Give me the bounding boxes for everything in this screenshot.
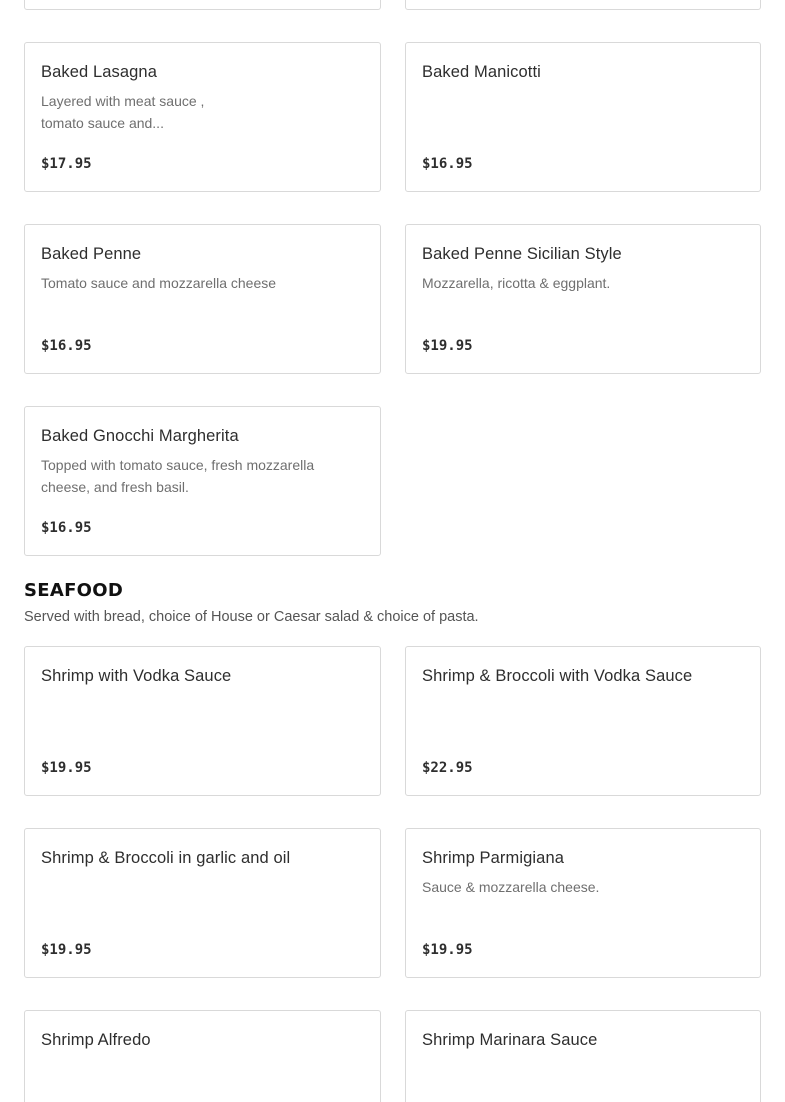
- menu-item-card-partial[interactable]: [405, 0, 761, 10]
- menu-item-name: Baked Gnocchi Margherita: [41, 427, 239, 445]
- menu-item-name: Baked Manicotti: [422, 63, 541, 81]
- menu-item-description: Layered with meat sauce , tomato sauce and...: [41, 93, 205, 131]
- menu-item-name: Shrimp & Broccoli with Vodka Sauce: [422, 667, 693, 685]
- menu-item-price: $19.95: [422, 338, 473, 354]
- menu-item-name: Shrimp & Broccoli in garlic and oil: [41, 849, 291, 867]
- menu-item-card[interactable]: [24, 406, 381, 556]
- menu-item-card[interactable]: [24, 224, 381, 374]
- section-subtitle: Served with bread, choice of House or Caesar salad & choice of pasta.: [24, 609, 479, 625]
- menu-item-card[interactable]: [405, 1010, 761, 1102]
- menu-item-description: Sauce & mozzarella cheese.: [422, 879, 600, 895]
- menu-item-card[interactable]: [405, 42, 761, 192]
- menu-item-card[interactable]: [24, 828, 381, 978]
- menu-item-card[interactable]: [405, 646, 761, 796]
- menu-item-card[interactable]: [405, 224, 761, 374]
- menu-item-name: Shrimp Parmigiana: [422, 849, 565, 867]
- menu-item-card-partial[interactable]: [24, 0, 381, 10]
- menu-item-name: Shrimp Alfredo: [41, 1031, 151, 1049]
- menu-item-card[interactable]: [24, 646, 381, 796]
- menu-item-price: $17.95: [41, 156, 92, 172]
- menu-item-price: $16.95: [422, 156, 473, 172]
- menu-item-price: $19.95: [41, 760, 92, 776]
- menu-item-description: Mozzarella, ricotta & eggplant.: [422, 275, 611, 291]
- section-title: SEAFOOD: [24, 580, 124, 601]
- menu-item-card[interactable]: [24, 1010, 381, 1102]
- menu-item-card[interactable]: [405, 828, 761, 978]
- menu-item-price: $16.95: [41, 338, 92, 354]
- menu-item-description: Topped with tomato sauce, fresh mozzarella cheese, and fresh basil.: [41, 457, 315, 495]
- menu-item-description: Tomato sauce and mozzarella cheese: [41, 275, 277, 291]
- menu-item-card[interactable]: [24, 42, 381, 192]
- menu-item-name: Baked Lasagna: [41, 63, 157, 81]
- menu-item-name: Baked Penne: [41, 245, 142, 263]
- menu-item-name: Shrimp Marinara Sauce: [422, 1031, 598, 1049]
- menu-item-name: Shrimp with Vodka Sauce: [41, 667, 232, 685]
- menu-item-name: Baked Penne Sicilian Style: [422, 245, 622, 263]
- menu-item-price: $19.95: [41, 942, 92, 958]
- menu-item-price: $16.95: [41, 520, 92, 536]
- menu-item-price: $22.95: [422, 760, 473, 776]
- menu-item-price: $19.95: [422, 942, 473, 958]
